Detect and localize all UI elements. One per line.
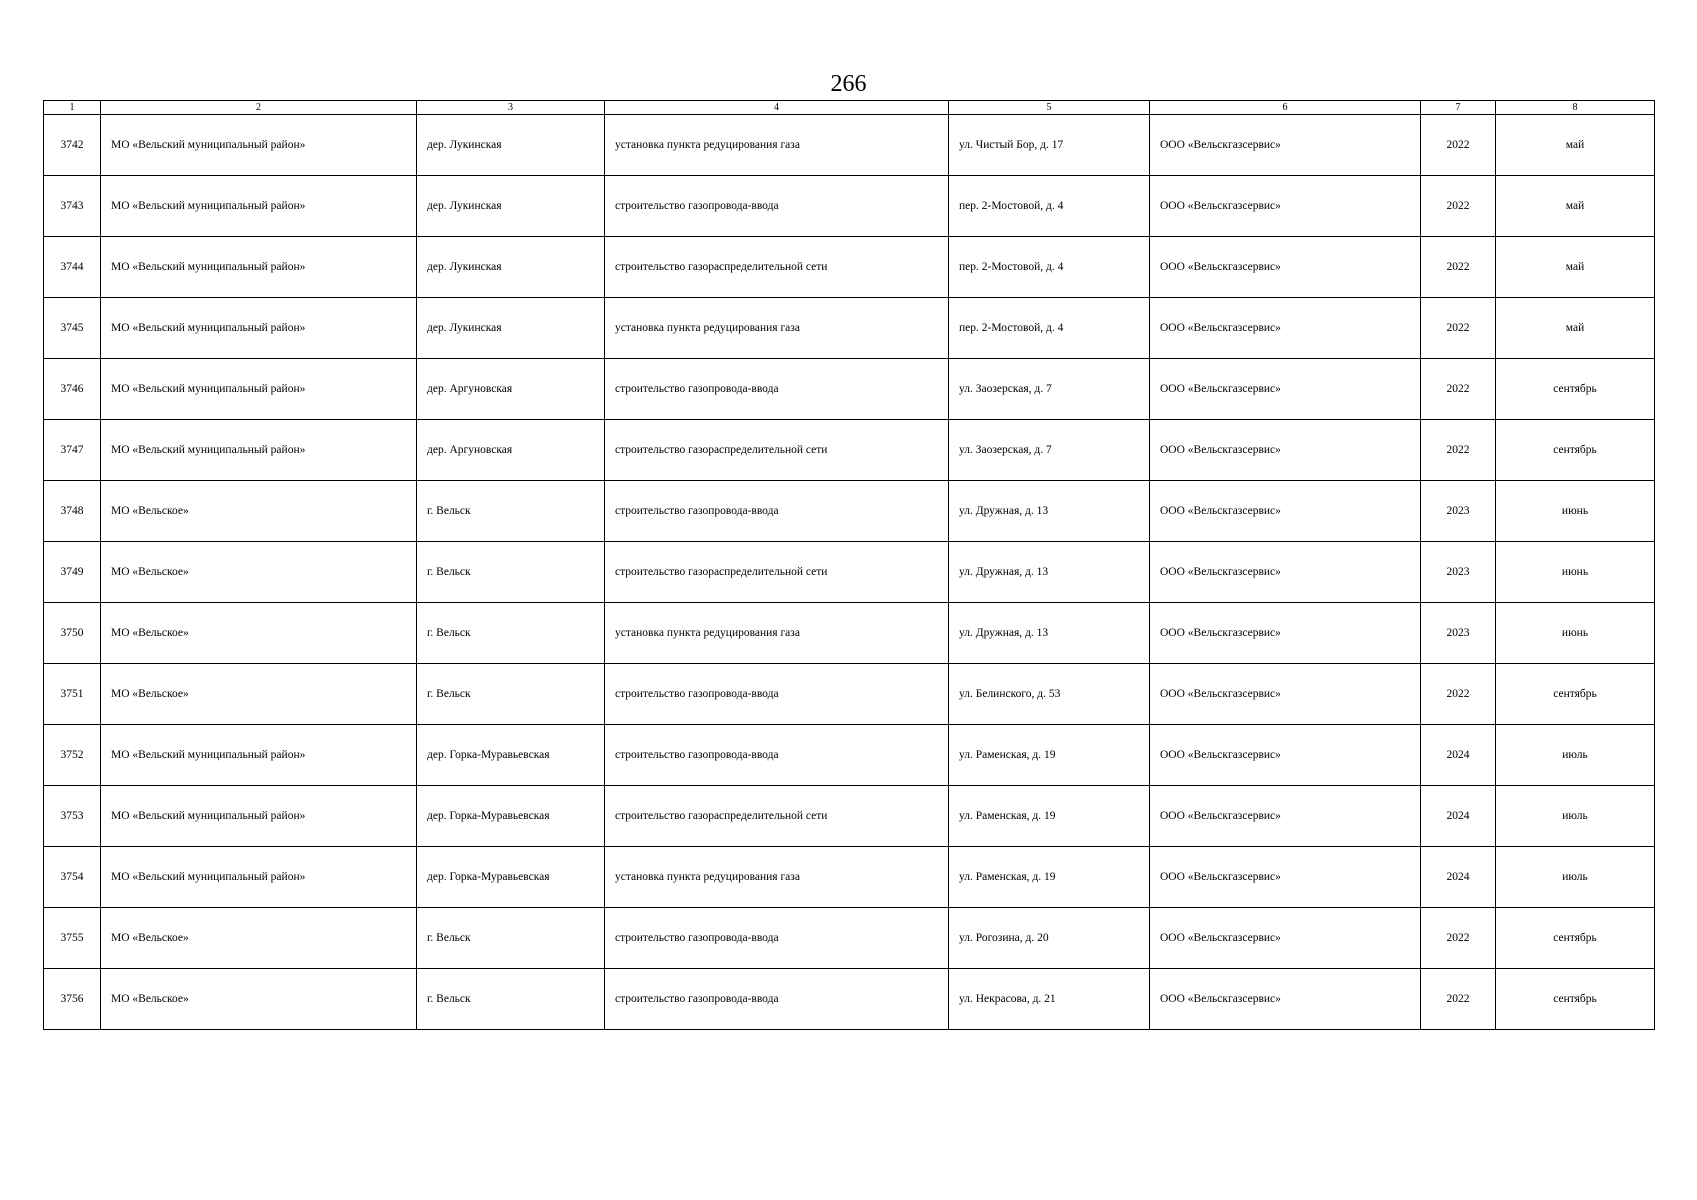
table-row [44,298,1655,359]
month-cell: июнь [1496,603,1655,664]
settlement-cell: г. Вельск [417,481,605,542]
month-cell: май [1496,115,1655,176]
table-row [44,664,1655,725]
row-number-cell: 3748 [44,481,101,542]
column-header: 5 [949,101,1150,115]
year-cell: 2024 [1421,847,1496,908]
month-cell: сентябрь [1496,359,1655,420]
work-type-cell: строительство газопровода-ввода [605,359,949,420]
municipality-cell: МО «Вельское» [101,481,417,542]
row-number-cell: 3743 [44,176,101,237]
year-cell: 2022 [1421,420,1496,481]
row-number-cell: 3756 [44,969,101,1030]
contractor-cell: ООО «Вельскгазсервис» [1150,359,1421,420]
year-cell: 2024 [1421,725,1496,786]
address-cell: ул. Дружная, д. 13 [949,603,1150,664]
contractor-cell: ООО «Вельскгазсервис» [1150,664,1421,725]
row-number-cell: 3755 [44,908,101,969]
contractor-cell: ООО «Вельскгазсервис» [1150,176,1421,237]
month-cell: июнь [1496,481,1655,542]
month-cell: сентябрь [1496,969,1655,1030]
municipality-cell: МО «Вельский муниципальный район» [101,359,417,420]
year-cell: 2022 [1421,359,1496,420]
month-cell: сентябрь [1496,420,1655,481]
row-number-cell: 3747 [44,420,101,481]
settlement-cell: г. Вельск [417,603,605,664]
table-row [44,908,1655,969]
row-number-cell: 3750 [44,603,101,664]
contractor-cell: ООО «Вельскгазсервис» [1150,115,1421,176]
work-type-cell: строительство газораспределительной сети [605,786,949,847]
contractor-cell: ООО «Вельскгазсервис» [1150,908,1421,969]
contractor-cell: ООО «Вельскгазсервис» [1150,298,1421,359]
row-number-cell: 3751 [44,664,101,725]
municipality-cell: МО «Вельский муниципальный район» [101,115,417,176]
municipality-cell: МО «Вельское» [101,908,417,969]
address-cell: ул. Белинского, д. 53 [949,664,1150,725]
work-type-cell: строительство газопровода-ввода [605,725,949,786]
address-cell: ул. Чистый Бор, д. 17 [949,115,1150,176]
table-row [44,603,1655,664]
month-cell: май [1496,176,1655,237]
contractor-cell: ООО «Вельскгазсервис» [1150,481,1421,542]
address-cell: ул. Раменская, д. 19 [949,847,1150,908]
address-cell: ул. Раменская, д. 19 [949,786,1150,847]
column-header: 3 [417,101,605,115]
contractor-cell: ООО «Вельскгазсервис» [1150,725,1421,786]
work-type-cell: установка пункта редуцирования газа [605,847,949,908]
table-body [44,115,1655,1030]
address-cell: ул. Дружная, д. 13 [949,542,1150,603]
settlement-cell: г. Вельск [417,542,605,603]
address-cell: пер. 2-Мостовой, д. 4 [949,237,1150,298]
municipality-cell: МО «Вельский муниципальный район» [101,176,417,237]
settlement-cell: дер. Лукинская [417,176,605,237]
settlement-cell: дер. Аргуновская [417,359,605,420]
year-cell: 2024 [1421,786,1496,847]
table-row [44,847,1655,908]
row-number-cell: 3744 [44,237,101,298]
table-row [44,786,1655,847]
contractor-cell: ООО «Вельскгазсервис» [1150,420,1421,481]
month-cell: сентябрь [1496,664,1655,725]
column-header: 6 [1150,101,1421,115]
address-cell: ул. Некрасова, д. 21 [949,969,1150,1030]
municipality-cell: МО «Вельский муниципальный район» [101,237,417,298]
address-cell: ул. Заозерская, д. 7 [949,359,1150,420]
month-cell: май [1496,298,1655,359]
column-number-row [44,101,1655,115]
work-type-cell: установка пункта редуцирования газа [605,115,949,176]
municipality-cell: МО «Вельское» [101,969,417,1030]
address-cell: пер. 2-Мостовой, д. 4 [949,298,1150,359]
column-header: 7 [1421,101,1496,115]
settlement-cell: дер. Горка-Муравьевская [417,786,605,847]
settlement-cell: г. Вельск [417,664,605,725]
row-number-cell: 3746 [44,359,101,420]
address-cell: ул. Дружная, д. 13 [949,481,1150,542]
column-header: 4 [605,101,949,115]
year-cell: 2022 [1421,176,1496,237]
settlement-cell: дер. Аргуновская [417,420,605,481]
month-cell: июль [1496,725,1655,786]
municipality-cell: МО «Вельский муниципальный район» [101,420,417,481]
row-number-cell: 3754 [44,847,101,908]
table-row [44,481,1655,542]
year-cell: 2022 [1421,298,1496,359]
contractor-cell: ООО «Вельскгазсервис» [1150,603,1421,664]
month-cell: июль [1496,847,1655,908]
column-header: 8 [1496,101,1655,115]
month-cell: сентябрь [1496,908,1655,969]
table-row [44,115,1655,176]
municipality-cell: МО «Вельское» [101,664,417,725]
page-number: 266 [830,71,867,97]
work-type-cell: строительство газопровода-ввода [605,481,949,542]
municipality-cell: МО «Вельский муниципальный район» [101,786,417,847]
municipality-cell: МО «Вельский муниципальный район» [101,298,417,359]
month-cell: июль [1496,786,1655,847]
table-row [44,969,1655,1030]
work-type-cell: строительство газопровода-ввода [605,908,949,969]
work-type-cell: строительство газораспределительной сети [605,237,949,298]
settlement-cell: дер. Горка-Муравьевская [417,725,605,786]
contractor-cell: ООО «Вельскгазсервис» [1150,542,1421,603]
year-cell: 2022 [1421,664,1496,725]
year-cell: 2022 [1421,969,1496,1030]
contractor-cell: ООО «Вельскгазсервис» [1150,786,1421,847]
address-cell: ул. Заозерская, д. 7 [949,420,1150,481]
month-cell: май [1496,237,1655,298]
table-row [44,725,1655,786]
settlement-cell: дер. Горка-Муравьевская [417,847,605,908]
municipality-cell: МО «Вельский муниципальный район» [101,725,417,786]
table-row [44,420,1655,481]
table-row [44,237,1655,298]
settlement-cell: дер. Лукинская [417,115,605,176]
row-number-cell: 3749 [44,542,101,603]
municipality-cell: МО «Вельский муниципальный район» [101,847,417,908]
table-row [44,176,1655,237]
column-header: 2 [101,101,417,115]
row-number-cell: 3745 [44,298,101,359]
year-cell: 2022 [1421,115,1496,176]
month-cell: июнь [1496,542,1655,603]
contractor-cell: ООО «Вельскгазсервис» [1150,237,1421,298]
work-type-cell: установка пункта редуцирования газа [605,603,949,664]
contractor-cell: ООО «Вельскгазсервис» [1150,969,1421,1030]
year-cell: 2022 [1421,237,1496,298]
municipality-cell: МО «Вельское» [101,603,417,664]
work-type-cell: установка пункта редуцирования газа [605,298,949,359]
row-number-cell: 3752 [44,725,101,786]
year-cell: 2023 [1421,603,1496,664]
address-cell: пер. 2-Мостовой, д. 4 [949,176,1150,237]
address-cell: ул. Рогозина, д. 20 [949,908,1150,969]
year-cell: 2023 [1421,481,1496,542]
address-cell: ул. Раменская, д. 19 [949,725,1150,786]
work-type-cell: строительство газопровода-ввода [605,176,949,237]
table-row [44,542,1655,603]
work-type-cell: строительство газораспределительной сети [605,542,949,603]
work-type-cell: строительство газопровода-ввода [605,969,949,1030]
contractor-cell: ООО «Вельскгазсервис» [1150,847,1421,908]
year-cell: 2022 [1421,908,1496,969]
settlement-cell: г. Вельск [417,969,605,1030]
data-table [43,100,1655,1030]
settlement-cell: дер. Лукинская [417,298,605,359]
year-cell: 2023 [1421,542,1496,603]
table-row [44,359,1655,420]
work-type-cell: строительство газораспределительной сети [605,420,949,481]
row-number-cell: 3753 [44,786,101,847]
settlement-cell: г. Вельск [417,908,605,969]
row-number-cell: 3742 [44,115,101,176]
settlement-cell: дер. Лукинская [417,237,605,298]
municipality-cell: МО «Вельское» [101,542,417,603]
work-type-cell: строительство газопровода-ввода [605,664,949,725]
column-header: 1 [44,101,101,115]
